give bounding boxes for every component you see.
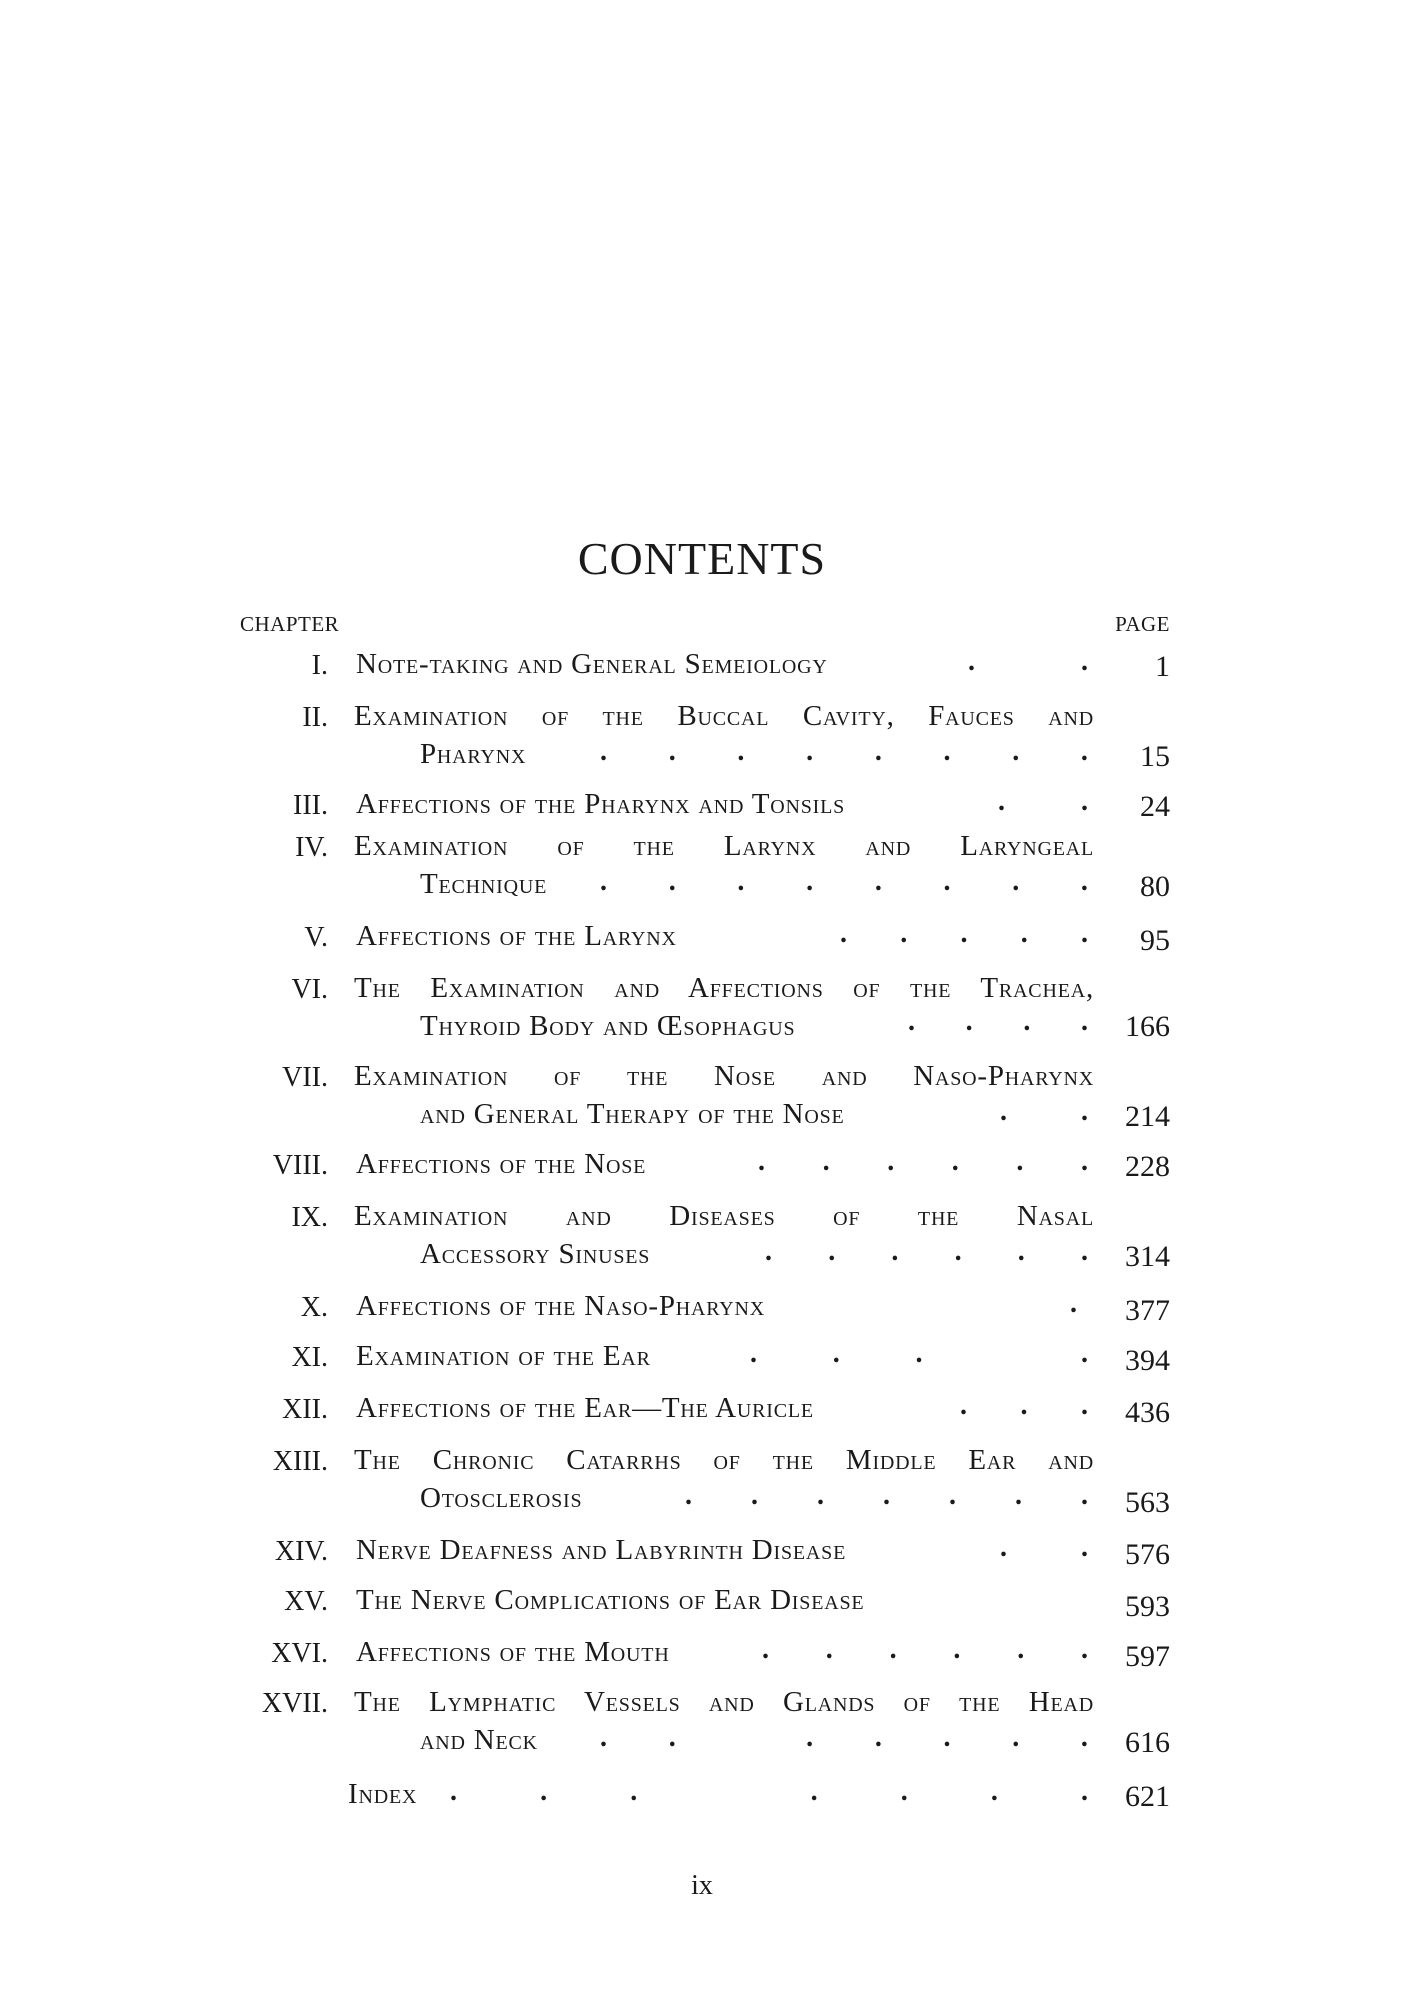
leader-dots: . . bbox=[1000, 1096, 1088, 1127]
leader-dots: . . . . . . bbox=[765, 1236, 1088, 1267]
chapter-title-line1: The Nerve Complications of Ear Disease bbox=[356, 1584, 865, 1616]
page-number: 436 bbox=[1125, 1396, 1170, 1429]
chapter-number: III. bbox=[293, 790, 328, 821]
chapter-title-line2: Otosclerosis bbox=[420, 1482, 583, 1514]
chapter-number: IX. bbox=[291, 1202, 328, 1233]
chapter-title-line1: The Examination and Affections of the Trachea, bbox=[354, 972, 1094, 1004]
chapter-number: IV. bbox=[295, 832, 328, 863]
chapter-title-line2: Thyroid Body and Œsophagus bbox=[420, 1010, 796, 1042]
page-number: 24 bbox=[1140, 790, 1170, 823]
leader-dots: . . . . . . . . bbox=[600, 866, 1088, 897]
chapter-number: V. bbox=[304, 922, 328, 953]
chapter-number: VI. bbox=[291, 974, 328, 1005]
chapter-number: X. bbox=[300, 1292, 328, 1323]
chapter-title-line2: and Neck bbox=[420, 1724, 538, 1756]
page-number: 1 bbox=[1155, 650, 1170, 683]
chapter-number: VII. bbox=[282, 1062, 328, 1093]
chapter-number: XII. bbox=[282, 1394, 328, 1425]
page-column-header: PAGE bbox=[1115, 612, 1170, 636]
page-number: 597 bbox=[1125, 1640, 1170, 1673]
leader-dots: . . . bbox=[960, 1390, 1088, 1421]
chapter-number: XVI. bbox=[271, 1638, 328, 1669]
leader-dots: . . . . . . bbox=[762, 1634, 1088, 1665]
chapter-title-line1: Affections of the Pharynx and Tonsils bbox=[356, 788, 846, 820]
chapter-title-line1: Affections of the Mouth bbox=[356, 1636, 670, 1668]
chapter-title-line1: Affections of the Naso-Pharynx bbox=[356, 1290, 766, 1322]
page-number: 15 bbox=[1140, 740, 1170, 773]
chapter-column-header: CHAPTER bbox=[240, 612, 340, 636]
page-number: 563 bbox=[1125, 1486, 1170, 1519]
leader-dots: . . . . . . . . bbox=[600, 736, 1088, 767]
page-number: 616 bbox=[1125, 1726, 1170, 1759]
chapter-title-line1: Examination and Diseases of the Nasal bbox=[354, 1200, 1094, 1232]
leader-dots: . . bbox=[1000, 1532, 1088, 1563]
leader-dots: . . . . . . . bbox=[450, 1776, 1088, 1807]
page-number: 95 bbox=[1140, 924, 1170, 957]
chapter-title-line1: Examination of the Buccal Cavity, Fauces and bbox=[354, 700, 1094, 732]
leader-dots: . . . . . . . bbox=[685, 1480, 1088, 1511]
page-number: 228 bbox=[1125, 1150, 1170, 1183]
chapter-title-line2: Pharynx bbox=[420, 738, 527, 770]
chapter-title-line1: Note-taking and General Semeiology bbox=[356, 648, 828, 680]
page-number: 621 bbox=[1125, 1780, 1170, 1813]
chapter-title-line2: and General Therapy of the Nose bbox=[420, 1098, 845, 1130]
chapter-title-line2: Accessory Sinuses bbox=[420, 1238, 651, 1270]
leader-dots: . bbox=[1070, 1288, 1077, 1319]
chapter-title-line1: Examination of the Larynx and Laryngeal bbox=[354, 830, 1094, 862]
index-title: Index bbox=[348, 1778, 418, 1810]
folio-page-number: ix bbox=[691, 1870, 713, 1901]
chapter-title-line1: The Lymphatic Vessels and Glands of the Head bbox=[354, 1686, 1094, 1718]
page-number: 377 bbox=[1125, 1294, 1170, 1327]
chapter-number: II. bbox=[302, 702, 328, 733]
page-number: 576 bbox=[1125, 1538, 1170, 1571]
chapter-number: XV. bbox=[284, 1586, 328, 1617]
leader-dots: . . . . . . . bbox=[600, 1722, 1088, 1753]
chapter-title-line1: Examination of the Nose and Naso-Pharynx bbox=[354, 1060, 1094, 1092]
chapter-title-line1: Nerve Deafness and Labyrinth Disease bbox=[356, 1534, 847, 1566]
chapter-title-line1: Examination of the Ear bbox=[356, 1340, 651, 1372]
chapter-title-line2: Technique bbox=[420, 868, 548, 900]
page-title: CONTENTS bbox=[577, 533, 827, 584]
page-number: 314 bbox=[1125, 1240, 1170, 1273]
leader-dots: . . bbox=[968, 646, 1088, 677]
chapter-title-line1: The Chronic Catarrhs of the Middle Ear and bbox=[354, 1444, 1094, 1476]
page-number: 80 bbox=[1140, 870, 1170, 903]
chapter-title-line1: Affections of the Larynx bbox=[356, 920, 677, 952]
leader-dots: . . . . . . bbox=[758, 1146, 1088, 1177]
chapter-number: XI. bbox=[291, 1342, 328, 1373]
leader-dots: . . . . bbox=[750, 1338, 1088, 1369]
chapter-title-line1: Affections of the Ear—The Auricle bbox=[356, 1392, 814, 1424]
chapter-number: XVII. bbox=[261, 1688, 328, 1719]
page-number: 166 bbox=[1125, 1010, 1170, 1043]
leader-dots: . . bbox=[998, 786, 1088, 817]
page-number: 214 bbox=[1125, 1100, 1170, 1133]
page-number: 394 bbox=[1125, 1344, 1170, 1377]
page-number: 593 bbox=[1125, 1590, 1170, 1623]
leader-dots: . . . . bbox=[908, 1006, 1088, 1037]
chapter-number: VIII. bbox=[272, 1150, 328, 1181]
chapter-number: I. bbox=[311, 650, 328, 681]
chapter-number: XIV. bbox=[274, 1536, 328, 1567]
leader-dots: . . . . . bbox=[840, 918, 1088, 949]
chapter-title-line1: Affections of the Nose bbox=[356, 1148, 647, 1180]
chapter-number: XIII. bbox=[272, 1446, 328, 1477]
